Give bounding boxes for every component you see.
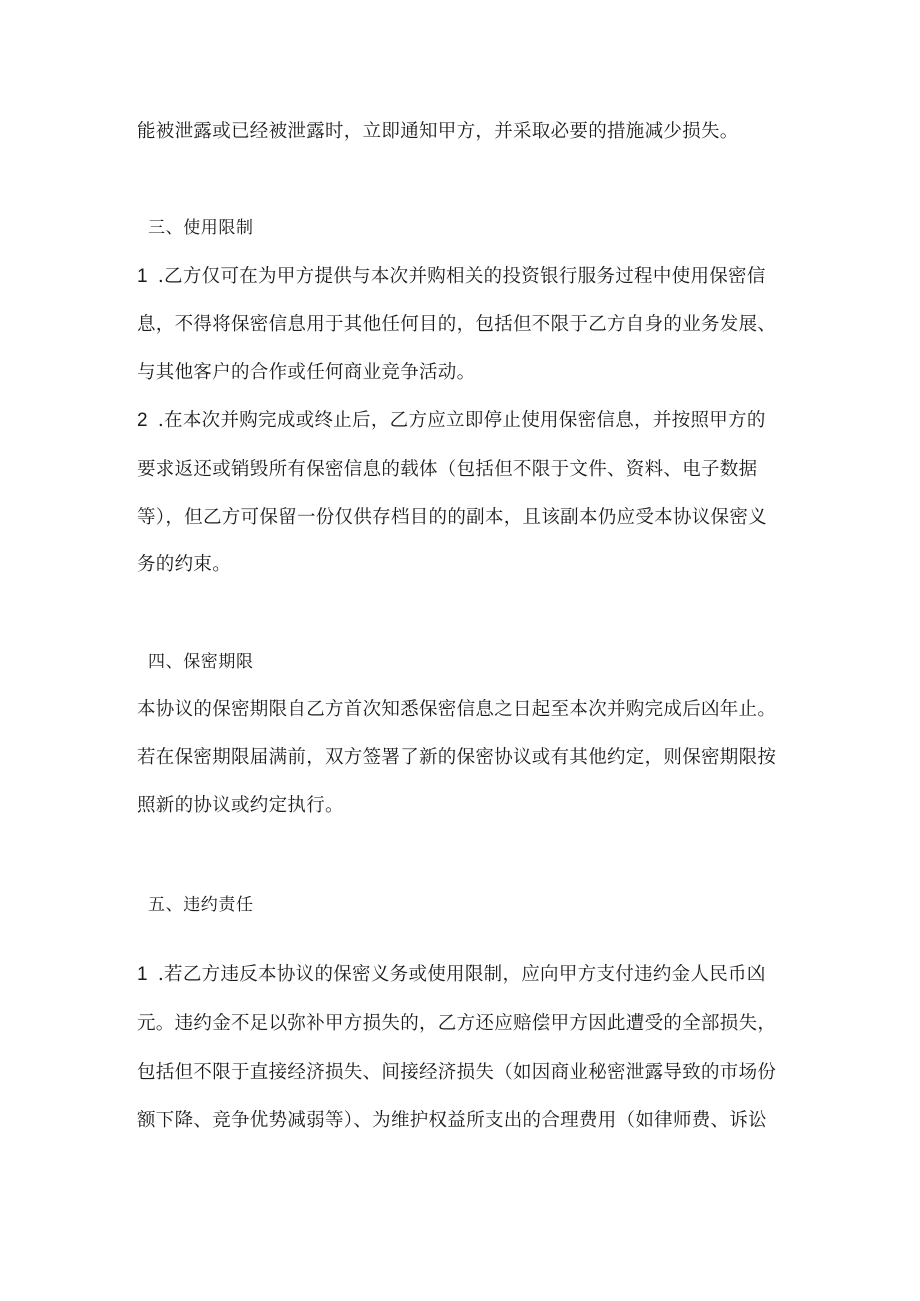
section-3-heading: 三、使用限制 [148,218,254,238]
section-3-item-2-line-3: 等），但乙方可保留一份仅供存档目的的副本，且该副本仍应受本协议保密义 [137,507,767,528]
section-5-heading: 五、违约责任 [148,895,254,915]
section-3-item-2-line-4: 务的约束。 [137,554,232,575]
section-5-item-1-line-4: 额下降、竞争优势减弱等）、为维护权益所支出的合理费用（如律师费、诉讼 [137,1110,767,1131]
section-4-heading: 四、保密期限 [148,652,254,672]
section-3-item-2-text: .在本次并购完成或终止后，乙方应立即停止使用保密信息，并按照甲方的 [157,410,766,431]
section-3-item-1-line-2: 息，不得将保密信息用于其他任何目的，包括但不限于乙方自身的业务发展、 [137,314,777,335]
section-4-line-3: 照新的协议或约定执行。 [137,795,344,816]
section-3-item-1-number: 1 [137,266,148,287]
section-3-item-2-line-2: 要求返还或销毁所有保密信息的载体（包括但不限于文件、资料、电子数据 [137,459,758,480]
section-4-line-1: 本协议的保密期限自乙方首次知悉保密信息之日起至本次并购完成后凶年止。 [137,699,777,720]
section-3-item-1-text: .乙方仅可在为甲方提供与本次并购相关的投资银行服务过程中使用保密信 [157,266,766,287]
section-3-item-1-line-1 [137,265,766,289]
section-3-item-2-line-1 [137,409,766,433]
section-3-item-1-line-3: 与其他客户的合作或任何商业竞争活动。 [137,362,476,383]
section-4-line-2: 若在保密期限届满前，双方签署了新的保密协议或有其他约定，则保密期限按 [137,747,777,768]
section-5-item-1-line-2: 元。违约金不足以弥补甲方损失的，乙方还应赔偿甲方因此遭受的全部损失， [137,1013,777,1034]
section-5-item-1-line-3: 包括但不限于直接经济损失、间接经济损失（如因商业秘密泄露导致的市场份 [137,1062,777,1083]
section-5-item-1-line-1 [137,963,766,987]
lead-line-1: 能被泄露或已经被泄露时，立即通知甲方，并采取必要的措施减少损失。 [137,121,739,142]
section-3-item-2-number: 2 [137,410,148,431]
section-5-item-1-text: .若乙方违反本协议的保密义务或使用限制，应向甲方支付违约金人民币凶 [157,964,766,985]
section-5-item-1-number: 1 [137,964,148,985]
